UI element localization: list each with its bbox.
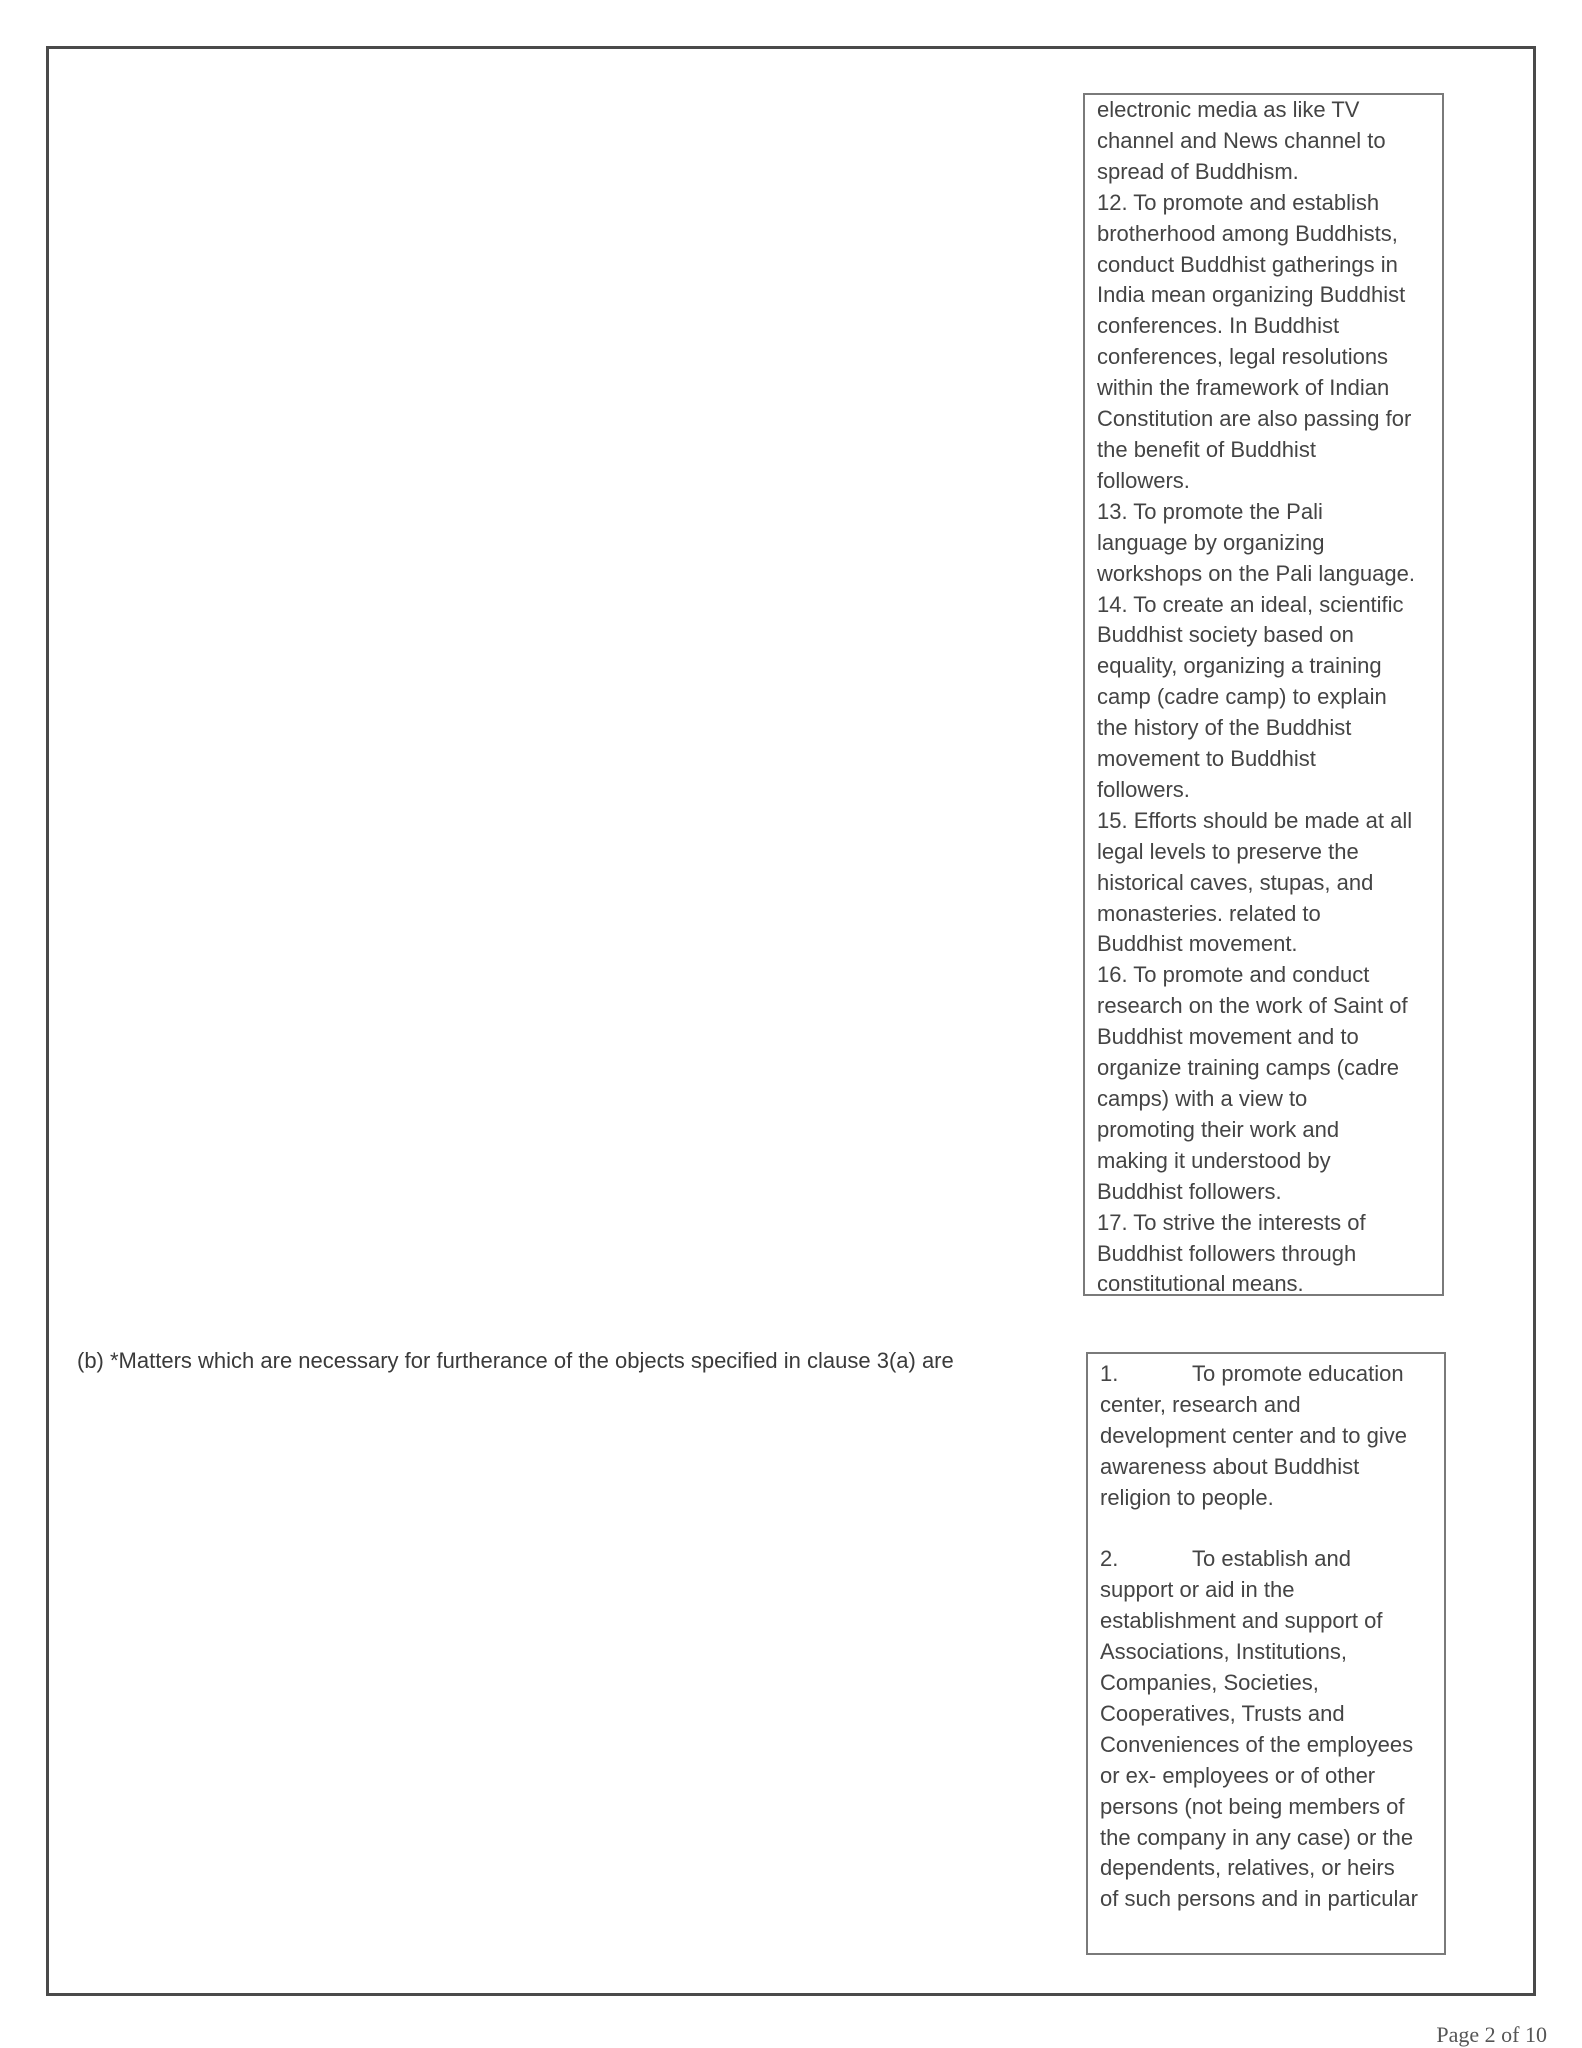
matters-line: Cooperatives, Trusts and bbox=[1100, 1700, 1345, 1726]
objects-line: organize training camps (cadre bbox=[1097, 1055, 1400, 1081]
matters-item-2-lead: To establish and bbox=[1192, 1546, 1351, 1572]
matters-line: persons (not being members of bbox=[1100, 1793, 1405, 1819]
matters-line: Companies, Societies, bbox=[1100, 1670, 1319, 1696]
objects-line: the history of the Buddhist bbox=[1097, 715, 1352, 741]
objects-text-box bbox=[1083, 93, 1444, 1296]
matters-line: or ex- employees or of other bbox=[1100, 1762, 1376, 1788]
objects-line: movement to Buddhist bbox=[1097, 746, 1316, 772]
objects-line: conduct Buddhist gatherings in bbox=[1097, 251, 1398, 277]
matters-line: Conveniences of the employees bbox=[1100, 1731, 1414, 1757]
objects-line: electronic media as like TV bbox=[1097, 97, 1360, 122]
objects-line: spread of Buddhism. bbox=[1097, 158, 1299, 184]
objects-line: Constitution are also passing for bbox=[1097, 406, 1412, 432]
objects-line: language by organizing bbox=[1097, 529, 1325, 555]
objects-line: research on the work of Saint of bbox=[1097, 993, 1408, 1019]
objects-line: conferences, legal resolutions bbox=[1097, 344, 1389, 370]
objects-line: within the framework of Indian bbox=[1097, 375, 1390, 401]
matters-line: dependents, relatives, or heirs bbox=[1100, 1855, 1395, 1881]
objects-line: making it understood by bbox=[1097, 1147, 1331, 1173]
matters-line: center, research and bbox=[1100, 1391, 1301, 1417]
matters-item-2-first-line bbox=[1100, 1544, 1442, 1575]
objects-line: camps) with a view to bbox=[1097, 1086, 1308, 1111]
matters-item-1-lead: To promote education bbox=[1192, 1361, 1404, 1386]
matters-line: development center and to give bbox=[1100, 1422, 1407, 1448]
objects-line: the benefit of Buddhist bbox=[1097, 436, 1316, 462]
objects-line: legal levels to preserve the bbox=[1097, 838, 1359, 864]
objects-line: workshops on the Pali language. bbox=[1097, 560, 1415, 586]
matters-line: support or aid in the bbox=[1100, 1577, 1295, 1603]
objects-line: 12. To promote and establish bbox=[1097, 189, 1380, 215]
objects-line: brotherhood among Buddhists, bbox=[1097, 220, 1398, 246]
objects-line: Buddhist followers. bbox=[1097, 1178, 1282, 1204]
matters-item-2-number: 2. bbox=[1100, 1546, 1119, 1572]
objects-line: 15. Efforts should be made at all bbox=[1097, 807, 1413, 833]
objects-line: constitutional means. bbox=[1097, 1271, 1304, 1297]
objects-line: 13. To promote the Pali bbox=[1097, 498, 1323, 524]
objects-line: Buddhist society based on bbox=[1097, 622, 1354, 648]
page-number: Page 2 of 10 bbox=[1436, 2022, 1547, 2047]
objects-line: equality, organizing a training bbox=[1097, 653, 1382, 679]
objects-line: conferences. In Buddhist bbox=[1097, 313, 1340, 339]
objects-line: 16. To promote and conduct bbox=[1097, 962, 1370, 988]
objects-line: 17. To strive the interests of bbox=[1097, 1209, 1366, 1235]
clause-b-label: (b) *Matters which are necessary for furtherance of the objects specified in clause 3(a) are bbox=[77, 1348, 954, 1373]
matters-line: of such persons and in particular bbox=[1100, 1886, 1418, 1912]
objects-line: historical caves, stupas, and bbox=[1097, 869, 1374, 895]
objects-line: followers. bbox=[1097, 776, 1190, 802]
objects-line: monasteries. related to bbox=[1097, 900, 1321, 926]
objects-line: Buddhist movement and to bbox=[1097, 1024, 1359, 1050]
objects-line: channel and News channel to bbox=[1097, 127, 1386, 153]
matters-item-1-number: 1. bbox=[1100, 1361, 1119, 1386]
matters-line: religion to people. bbox=[1100, 1484, 1274, 1510]
objects-line: followers. bbox=[1097, 467, 1190, 493]
matters-line: the company in any case) or the bbox=[1100, 1824, 1414, 1850]
objects-line: 14. To create an ideal, scientific bbox=[1097, 591, 1404, 617]
objects-line: India mean organizing Buddhist bbox=[1097, 282, 1406, 308]
paragraph-gap bbox=[1100, 1514, 1442, 1545]
matters-line: awareness about Buddhist bbox=[1100, 1453, 1360, 1479]
matters-line: Associations, Institutions, bbox=[1100, 1639, 1348, 1665]
matters-text-box bbox=[1086, 1352, 1446, 1955]
matters-item-1-first-line bbox=[1100, 1359, 1442, 1390]
objects-line: camp (cadre camp) to explain bbox=[1097, 684, 1387, 710]
matters-line: establishment and support of bbox=[1100, 1608, 1383, 1634]
objects-line: Buddhist movement. bbox=[1097, 931, 1298, 957]
objects-line: promoting their work and bbox=[1097, 1116, 1340, 1142]
objects-line: Buddhist followers through bbox=[1097, 1240, 1357, 1266]
